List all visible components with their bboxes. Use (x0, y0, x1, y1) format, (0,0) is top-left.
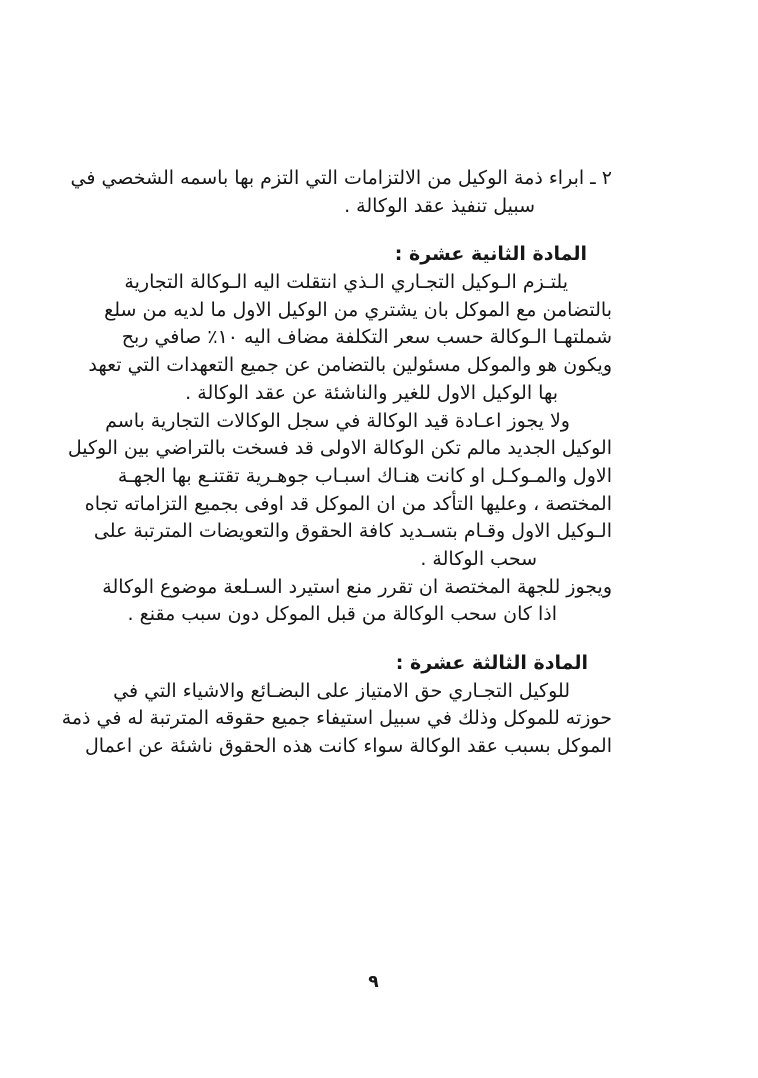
text-line: الموكل بسبب عقد الوكالة سواء كانت هذه الحقوق ناشئة عن اعمال (84, 735, 612, 758)
text-line: ٢ ـ ابراء ذمة الوكيل من الالتزامات التي التزم بها باسمه الشخصي في (70, 167, 612, 189)
list-item (70, 165, 612, 220)
text-line: ويجوز للجهة المختصة ان تقرر منع استيرد السـلعة موضوع الوكالة (102, 575, 612, 598)
paragraph (61, 678, 612, 761)
article-heading-line: المادة الثانية عشرة : (394, 243, 587, 266)
text-line: الاول والمـوكـل او كانت هنـاك اسبـاب جوهـرية تقتنـع بها الجهـة (117, 464, 612, 487)
text-line: ويكون هو والموكل مسئولين بالتضامن عن جميع التعهدات التي تعهد (88, 354, 612, 377)
paragraph (67, 408, 612, 574)
paragraph (88, 269, 612, 407)
text-line: شملتهـا الـوكالة حسب سعر التكلفة مضاف اليه ١٠٪ صافي ربح (121, 326, 612, 349)
text-line: المختصة ، وعليها التأكد من ان الموكل قد اوفى بجميع التزاماته تجاه (84, 492, 612, 515)
article-heading (163, 650, 612, 678)
text-line: الـوكيل الاول وقـام بتسـديد كافة الحقوق والتعويضات المترتبة على (93, 520, 612, 543)
text-line: يلتـزم الـوكيل التجـاري الـذي انتقلت اليه الـوكالة التجارية (124, 271, 568, 294)
page-number: ٩ (368, 972, 379, 992)
text-line: سحب الوكالة . (420, 547, 537, 570)
text-line: سبيل تنفيذ عقد الوكالة . (344, 194, 535, 217)
text-line: حوزته للموكل وذلك في سبيل استيفاء جميع حقوقه المترتبة له في ذمة (61, 707, 612, 730)
text-line: بالتضامن مع الموكل بان يشتري من الوكيل الاول ما لديه من سلع (104, 298, 612, 321)
article-heading (163, 241, 612, 269)
text-line: بها الوكيل الاول للغير والناشئة عن عقد الوكالة . (185, 381, 558, 404)
text-line: اذا كان سحب الوكالة من قبل الموكل دون سبب مقنع . (127, 603, 557, 626)
paragraph (102, 574, 612, 629)
text-line: ولا يجوز اعـادة قيد الوكالة في سجل الوكالات التجارية باسم (105, 409, 570, 432)
text-line: الوكيل الجديد مالم تكن الوكالة الاولى قد فسخت بالتراضي بين الوكيل (67, 437, 612, 460)
document-text (61, 165, 612, 761)
article-heading-line: المادة الثالثة عشرة : (395, 652, 588, 674)
text-line: للوكيل التجـاري حق الامتياز على البضـائع والاشياء التي في (113, 679, 570, 702)
